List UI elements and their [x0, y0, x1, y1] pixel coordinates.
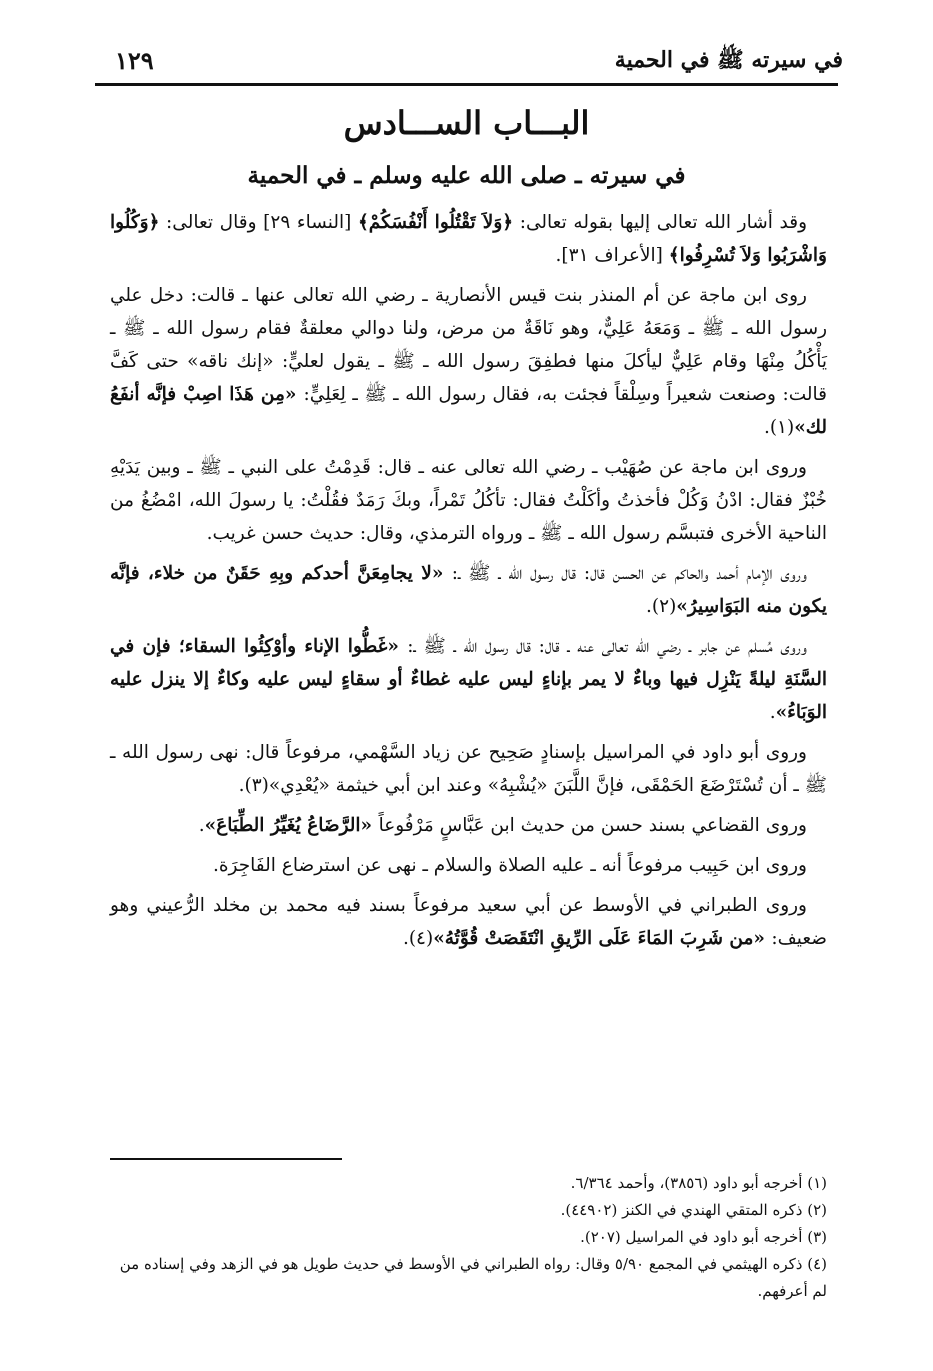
footnote-rule: [110, 1158, 342, 1160]
paragraph-text: روى ابن ماجة عن أم المنذر بنت قيس الأنصارية ـ رضي الله تعالى عنها ـ قالت: دخل علي رسول الله ـ ﷺ ـ وَمَعَهُ عَلِيٌّ، وهو نَاقَةٌ من مرض، ولنا دوالي معلقةٌ فقام رسول الله ـ ﷺ ـ يَأْكُلُ مِنْهَا وقام عَلِيٌّ ليأكلَ منها فطفِقَ رسول الله ـ ﷺ ـ يقول لعليٍّ: «إنك ناقه» حتى كَفَّ قالت: وصنعت شعيراً وسِلْقاً فجئت به، فقال رسول الله ـ ﷺ ـ لِعَلِيٍّ:: [110, 285, 827, 405]
hadith-paragraph: [110, 451, 827, 550]
verse-reference: [الأعراف ٣١].: [555, 245, 669, 266]
intro-lead: وقد أشار الله تعالى إليها بقوله تعالى:: [513, 212, 808, 233]
hadith-paragraph: [110, 557, 827, 623]
page-number: ١٢٩: [115, 46, 154, 75]
hadith-paragraph: [110, 279, 827, 444]
hadith-quote: «مِن هَذَا اصِبْ فإنَّه أنفَعُ لك»: [110, 384, 827, 438]
hadith-paragraph: [110, 736, 827, 802]
paragraph-text: وروى الطبراني في الأوسط عن أبي سعيد مرفوعاً بسند فيه محمد بن مخلد الرُّعيني وهو ضعيف:: [110, 895, 827, 949]
footnote-marker: (٢).: [646, 596, 677, 617]
hadith-quote: «الرَّضَاعُ يُغَيِّرُ الطِّبَاعَ»: [204, 815, 379, 836]
footnote: (١) أخرجه أبو داود (٣٨٥٦)، وأحمد ٦/٣٦٤.: [570, 1174, 827, 1192]
paragraph-text: وروى مُسلم عن جابر ـ رضي الله تعالى عنه ـ قال: قال رسول الله ـ ﷺ ـ:: [407, 636, 807, 657]
paragraph-text: وروى القضاعي بسند حسن من حديث ابن عَبَّاسٍ مَرْفُوعاً: [378, 815, 807, 836]
running-header: [115, 38, 843, 78]
footnote-marker: (٣).: [238, 775, 269, 796]
paragraph-text: وروى ابن ماجة عن صُهَيْب ـ رضي الله تعالى عنه ـ قال: قَدِمْتُ على النبي ـ ﷺ ـ وبين يَدَيْهِ خُبْزٌ فقال: ادْنُ وَكُلْ فأخذتُ وأكَلْتُ فقال: تأكُلُ تَمْراً، وبكَ رَمَدٌ فقُلْتُ: يا رسولَ الله، امْضُغُ من الناحية الأخرى فتبسَّم رسول الله ـ ﷺ ـ ورواه الترمذي، وقال: حديث حسن غريب.: [110, 457, 827, 544]
hadith-paragraph: [110, 889, 827, 955]
hadith-paragraph: [110, 849, 827, 882]
chapter-title: البـــاب الســـادس: [343, 104, 590, 142]
paragraph-text: وروى ابن حَبِيب مرفوعاً أنه ـ عليه الصلاة والسلام ـ نهى عن استرضاع الفَاجِرَة.: [212, 855, 807, 876]
verse-reference: [النساء ٢٩] وقال تعالى:: [159, 212, 358, 233]
footnote-marker: .: [769, 702, 776, 723]
paragraph-text: وروى أبو داود في المراسيل بإسنادٍ صَحِيح عن زياد السَّهْمي، مرفوعاً قال: نهى رسول الله ـ ﷺ ـ أن تُسْتَرْضَعَ الحَمْقَى، فإنَّ اللَّبَنَ «يُشْبِهُ» وعند ابن أبي خيثمة «يُعْدِي»: [110, 742, 827, 796]
intro-paragraph: [110, 206, 827, 272]
footnote: (٤) ذكره الهيثمي في المجمع ٥/٩٠ وقال: رواه الطبراني في الأوسط في حديث طويل هو في الزهد وفي إسناده من لم أعرفهم.: [119, 1255, 827, 1300]
hadith-paragraph: [110, 809, 827, 842]
paragraph-text: وروى الإمام أحمد والحاكم عن الحسن قال: قال رسول الله ـ ﷺ ـ:: [451, 563, 807, 584]
verse-quote: ﴿وَلاَ تَقْتُلُوا أَنْفُسَكُمْ﴾: [357, 212, 514, 233]
verse-quote: ﴿وَكُلُوا وَاشْرَبُوا وَلاَ تُسْرِفُوا﴾: [110, 212, 827, 266]
footnote: (٢) ذكره المتقي الهندي في الكنز (٤٤٩٠٢).: [560, 1201, 827, 1219]
hadith-paragraph: [110, 630, 827, 729]
footnote: (٣) أخرجه أبو داود في المراسيل (٢٠٧).: [580, 1228, 827, 1246]
header-rule: [95, 83, 838, 86]
running-title: في سيرته ﷺ في الحمية: [614, 47, 843, 73]
footnote-marker: (٤).: [402, 928, 434, 949]
footnotes: [110, 1170, 827, 1305]
hadith-quote: «من شَرِبَ المَاءَ عَلَى الرِّيقِ انْتَقَصَتْ قُوَّتُهُ»: [433, 928, 772, 949]
hadith-quote: «لا يجامِعَنَّ أحدكم وبِهِ حَقَنٌ من خلاء، فإنَّه يكون منه البَوَاسِيرُ»: [110, 563, 827, 617]
body-text: [110, 206, 827, 962]
footnote-marker: .: [198, 815, 205, 836]
hadith-quote: «غَطُّوا الإناء وأوْكِئُوا السقاء؛ فإن في السَّنَةِ ليلةً يَنْزِل فيها وباءٌ لا يمر بإناءٍ ليس عليه غطاءٌ أو سقاءٍ ليس عليه وكاءٌ إلا ينزل عليه الوَبَاءُ»: [110, 636, 827, 723]
footnote-marker: (١).: [763, 417, 795, 438]
section-title: في سيرته ـ صلى الله عليه وسلم ـ في الحمية: [247, 162, 686, 189]
